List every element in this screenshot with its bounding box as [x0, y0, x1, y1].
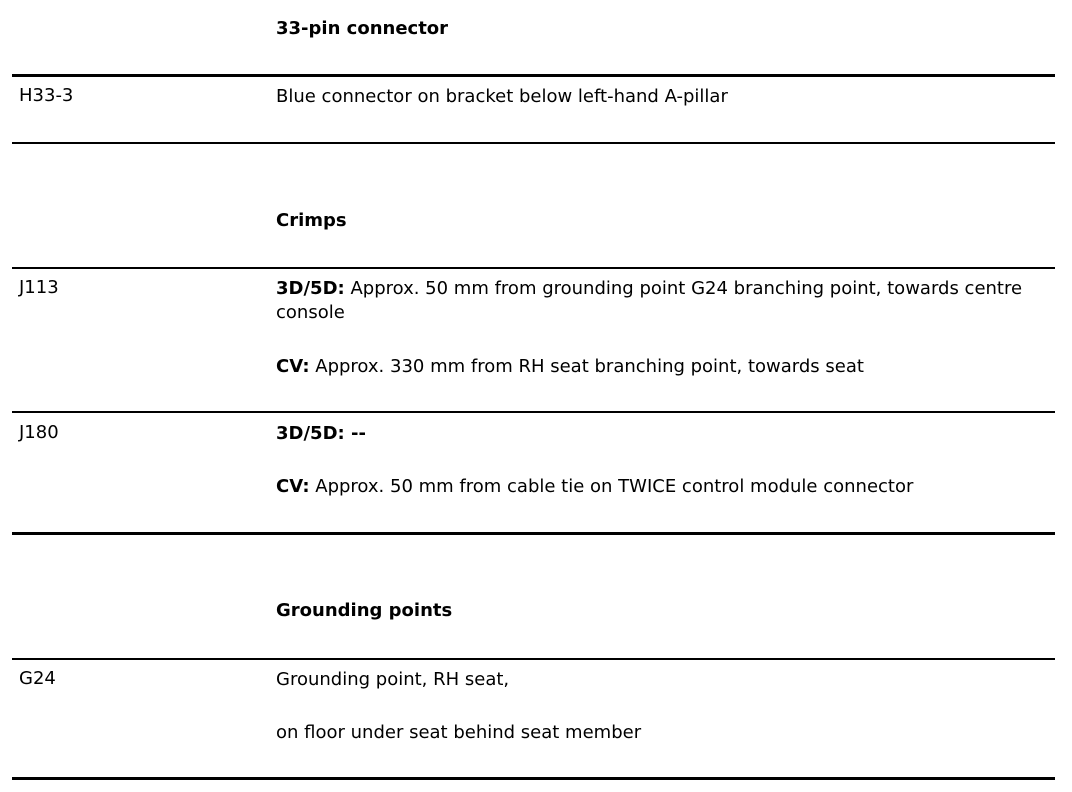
- component-description-j180-3d5d: [276, 422, 1056, 446]
- description-text: Approx. 50 mm from cable tie on TWICE control module connector: [315, 476, 914, 497]
- component-code-j180: J180: [19, 422, 59, 443]
- section-rule-top: [12, 267, 1055, 269]
- component-description-j180-cv: [276, 475, 1056, 499]
- component-description-j113-3d5d: [276, 277, 1056, 325]
- section-heading-grounding-points: Grounding points: [276, 600, 453, 621]
- component-description-h33-3: [276, 85, 1056, 109]
- section-rule-top: [12, 74, 1055, 77]
- variant-label-3d5d: 3D/5D: --: [276, 423, 366, 444]
- description-text: Grounding point, RH seat,: [276, 669, 510, 690]
- section-heading-33-pin-connector: 33-pin connector: [276, 18, 449, 39]
- component-code-g24: G24: [19, 668, 56, 689]
- component-description-g24-line-1: [276, 668, 1056, 692]
- description-text: Approx. 50 mm from grounding point G24 branching point, towards centre console: [276, 278, 1023, 323]
- variant-label-cv: CV:: [276, 476, 310, 497]
- description-text: Approx. 330 mm from RH seat branching point, towards seat: [315, 356, 864, 377]
- row-divider: [12, 142, 1055, 144]
- section-heading-crimps: Crimps: [276, 210, 347, 231]
- description-text: on floor under seat behind seat member: [276, 722, 642, 743]
- component-code-h33-3: H33-3: [19, 85, 74, 106]
- component-description-g24-line-2: [276, 721, 1056, 745]
- component-code-j113: J113: [19, 277, 59, 298]
- variant-label-cv: CV:: [276, 356, 310, 377]
- variant-label-3d5d: 3D/5D:: [276, 278, 345, 299]
- row-divider: [12, 411, 1055, 413]
- section-rule-bottom: [12, 532, 1055, 535]
- component-description-j113-cv: [276, 355, 1056, 379]
- section-rule-top: [12, 658, 1055, 660]
- description-text: Blue connector on bracket below left-hand A-pillar: [276, 86, 728, 107]
- section-rule-bottom: [12, 777, 1055, 780]
